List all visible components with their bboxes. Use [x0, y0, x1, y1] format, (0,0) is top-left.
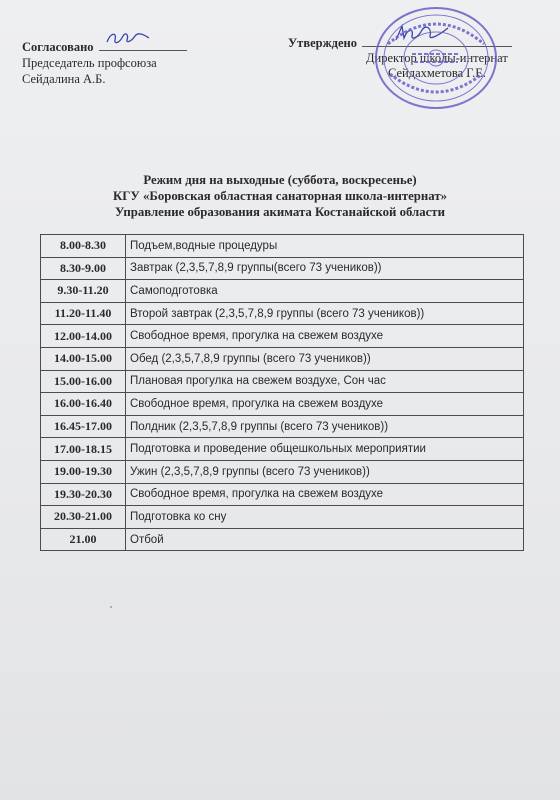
title-line-1: Режим дня на выходные (суббота, воскресенье): [143, 173, 417, 187]
round-stamp: [364, 4, 500, 114]
activity-cell: Свободное время, прогулка на свежем воздухе: [126, 393, 524, 416]
approval-left-heading: Согласовано: [22, 40, 94, 54]
time-cell: 20.30-21.00: [41, 506, 126, 529]
activity-cell: Обед (2,3,5,7,8,9 группы (всего 73 учеников)): [126, 347, 524, 370]
paper-speck: [110, 606, 112, 608]
title-line-2: КГУ «Боровская областная санаторная школа-интернат»: [112, 189, 448, 203]
approval-right-position: Директор школы-интернат: [366, 51, 508, 65]
approval-left-position: Председатель профсоюза: [22, 56, 157, 70]
approval-right-heading: Утверждено: [288, 36, 357, 50]
table-row: [41, 257, 524, 280]
time-cell: 19.30-20.30: [41, 483, 126, 506]
time-cell: 8.30-9.00: [41, 257, 126, 280]
activity-cell: Самоподготовка: [126, 280, 524, 303]
time-cell: 17.00-18.15: [41, 438, 126, 461]
time-cell: 12.00-14.00: [41, 325, 126, 348]
table-row: [41, 438, 524, 461]
activity-cell: Подъем,водные процедуры: [126, 235, 524, 258]
table-row: [41, 325, 524, 348]
time-cell: 16.00-16.40: [41, 393, 126, 416]
title-line-3: Управление образования акимата Костанайской области: [115, 205, 445, 219]
activity-cell: Второй завтрак (2,3,5,7,8,9 группы (всего 73 учеников)): [126, 302, 524, 325]
activity-cell: Плановая прогулка на свежем воздухе, Сон час: [126, 370, 524, 393]
table-row: [41, 415, 524, 438]
activity-cell: Завтрак (2,3,5,7,8,9 группы(всего 73 учеников)): [126, 257, 524, 280]
time-cell: 16.45-17.00: [41, 415, 126, 438]
time-cell: 15.00-16.00: [41, 370, 126, 393]
table-row: [41, 483, 524, 506]
time-cell: 11.20-11.40: [41, 302, 126, 325]
table-row: [41, 460, 524, 483]
table-row: [41, 302, 524, 325]
document-title: [0, 172, 560, 220]
activity-cell: Свободное время, прогулка на свежем воздухе: [126, 483, 524, 506]
time-cell: 21.00: [41, 528, 126, 551]
activity-cell: Ужин (2,3,5,7,8,9 группы (всего 73 учеников)): [126, 460, 524, 483]
activity-cell: Полдник (2,3,5,7,8,9 группы (всего 73 учеников)): [126, 415, 524, 438]
schedule-table-body: [41, 235, 524, 551]
table-row: [41, 235, 524, 258]
table-row: [41, 506, 524, 529]
signature-line-left: [99, 38, 187, 51]
schedule-table: [40, 234, 524, 551]
signature-left: [105, 28, 151, 48]
table-row: [41, 393, 524, 416]
table-row: [41, 528, 524, 551]
approval-right-name: Сейдахметова Г.Е.: [388, 66, 487, 80]
time-cell: 19.00-19.30: [41, 460, 126, 483]
time-cell: 14.00-15.00: [41, 347, 126, 370]
approval-left-block: [22, 38, 187, 87]
activity-cell: Подготовка ко сну: [126, 506, 524, 529]
table-row: [41, 280, 524, 303]
activity-cell: Свободное время, прогулка на свежем воздухе: [126, 325, 524, 348]
table-row: [41, 347, 524, 370]
approval-left-name: Сейдалина А.Б.: [22, 72, 106, 86]
activity-cell: Отбой: [126, 528, 524, 551]
time-cell: 8.00-8.30: [41, 235, 126, 258]
activity-cell: Подготовка и проведение общешкольных мероприятии: [126, 438, 524, 461]
table-row: [41, 370, 524, 393]
time-cell: 9.30-11.20: [41, 280, 126, 303]
